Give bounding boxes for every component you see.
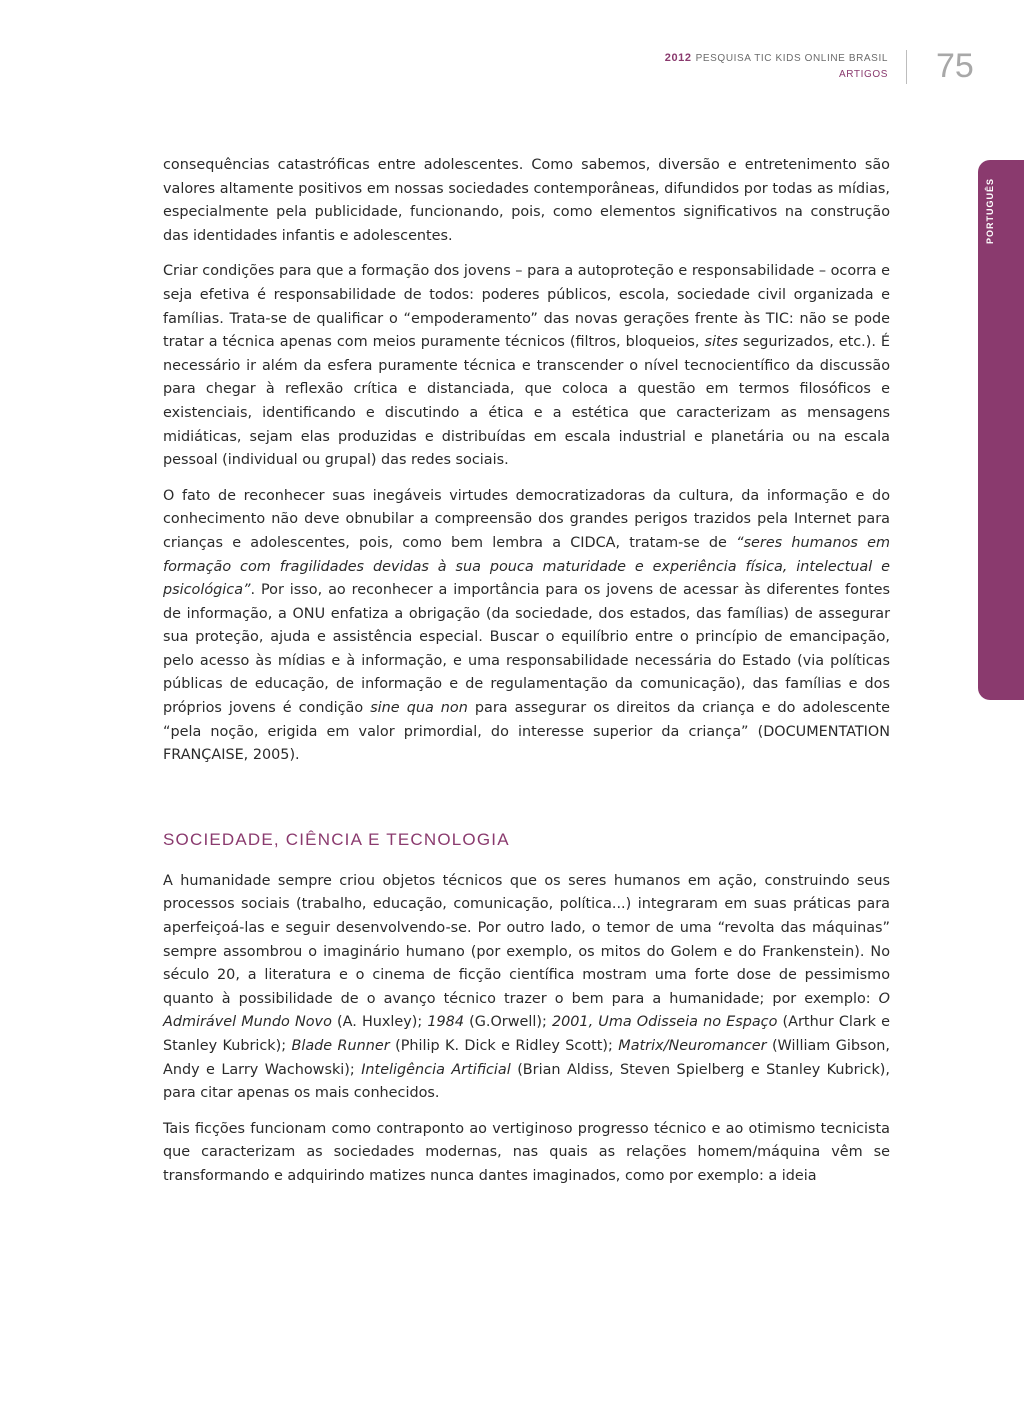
p4-text-a: A humanidade sempre criou objetos técnicos que os seres humanos em ação, construindo seus processos sociais (trabalho, educação, comunicação, política...) integraram em suas práticas para aperfeiçoá-las e seguir desenvolvendo-se. Por outro lado, o temor de uma “revolta das máquinas” sempre assombrou o imaginário humano (por exemplo, os mitos do Golem e do Frankenstein). No século 20, a literatura e o cinema de ficção científica mostram uma forte dose de pessimismo quanto à possibilidade de o avanço técnico trazer o bem para a humanidade; por exemplo:	[163, 872, 890, 1007]
header-section-title: ARTIGOS	[838, 69, 888, 80]
body-paragraph-2	[163, 260, 890, 472]
p4-text-b: (A. Huxley);	[331, 1014, 428, 1031]
p4-text-f: (William Gibson, Andy e Larry Wachowski);	[163, 1038, 890, 1078]
p3-italic-sine-qua-non: sine qua non	[370, 700, 468, 717]
p2-text-a: Criar condições para que a formação dos jovens – para a autoproteção e responsabilidade – ocorra e seja efetiva é responsabilidade de todos: poderes públicos, escola, sociedade civil organizada e famílias. Trata-se de qualificar o “empoderamento” das novas gerações frente às TIC: não se pode tratar a técnica apenas com meios puramente técnicos (filtros, bloqueios,	[163, 263, 890, 351]
body-paragraph-4	[163, 870, 890, 1106]
p4-text-c: (G.Orwell);	[464, 1014, 552, 1031]
p2-italic-sites: sites	[704, 334, 738, 351]
header-year: 2012	[664, 52, 692, 64]
language-side-tab-label: PORTUGUÊS	[985, 177, 995, 244]
body-paragraph-3	[163, 485, 890, 768]
article-body	[163, 154, 890, 1189]
p4-italic-title-3: 2001, Uma Odisseia no Espaço	[551, 1014, 778, 1031]
body-paragraph-5: Tais ficções funcionam como contraponto ao vertiginoso progresso técnico e ao otimismo tecnicista que caracterizam as sociedades modernas, nas quais as relações homem/máquina vêm se transformando e adquirindo matizes nunca dantes imaginados, como por exemplo: a ideia	[163, 1120, 890, 1184]
p3-italic-quote: “seres humanos em formação com fragilidades devidas à sua pouca maturidade e experiência física, intelectual e psicológica”	[163, 534, 890, 599]
p2-text-b: segurizados, etc.). É necessário ir além da esfera puramente técnica e transcender o nível tecnocientífico da discussão para chegar à reflexão crítica e distanciada, que coloca a questão em termos filosóficos e existenciais, identificando e discutindo a ética e a estética que caracterizam as mensagens midiáticas, sejam elas produzidas e distribuídas em escala industrial e planetária ou na escala pessoal (individual ou grupal) das redes sociais.	[163, 334, 890, 469]
section-heading: SOCIEDADE, CIÊNCIA E TECNOLOGIA	[163, 829, 510, 849]
p4-italic-title-4: Blade Runner	[291, 1038, 390, 1054]
p3-text-c: para assegurar os direitos da criança e do adolescente “pela noção, erigida em valor primordial, do interesse superior da criança” (DOCUMENTATION FRANÇAISE, 2005).	[163, 700, 890, 764]
body-paragraph-1: consequências catastróficas entre adolescentes. Como sabemos, diversão e entretenimento são valores altamente positivos em nossas sociedades contemporâneas, difundidos por todas as mídias, especialmente pela publicidade, funcionando, pois, como elementos significativos na construção das identidades infantis e adolescentes.	[163, 157, 890, 244]
p4-italic-title-2: 1984	[427, 1014, 464, 1031]
p4-text-d: (Arthur Clark e Stanley Kubrick);	[163, 1014, 890, 1054]
p4-italic-title-1: O Admirável Mundo Novo	[163, 990, 890, 1031]
running-header	[665, 50, 888, 83]
p4-text-g: (Brian Aldiss, Steven Spielberg e Stanley Kubrick), para citar apenas os mais conhecidos.	[163, 1061, 890, 1102]
p4-italic-title-5: Matrix/Neuromancer	[618, 1038, 767, 1054]
page-number: 75	[936, 47, 974, 85]
header-series-title: PESQUISA TIC KIDS ONLINE BRASIL	[695, 53, 888, 64]
p4-italic-title-6: Inteligência Artificial	[361, 1061, 511, 1078]
p4-text-e: (Philip K. Dick e Ridley Scott);	[389, 1038, 619, 1054]
p3-text-a: O fato de reconhecer suas inegáveis virtudes democratizadoras da cultura, da informação e do conhecimento não deve obnubilar a compreensão dos grandes perigos trazidos pela Internet para crianças e adolescentes, pois, como bem lembra a CIDCA, tratam-se de	[163, 487, 890, 551]
header-divider	[906, 50, 907, 84]
p3-text-b: . Por isso, ao reconhecer a importância para os jovens de acessar às diferentes fontes de informação, a ONU enfatiza a obrigação (da sociedade, dos estados, das famílias) de assegurar sua proteção, ajuda e assistência especial. Buscar o equilíbrio entre o princípio de emancipação, pelo acesso às mídias e à informação, e uma responsabilidade necessária do Estado (via políticas públicas de educação, de informação e de regulamentação da comunicação), das famílias e dos próprios jovens é condição	[163, 582, 890, 717]
